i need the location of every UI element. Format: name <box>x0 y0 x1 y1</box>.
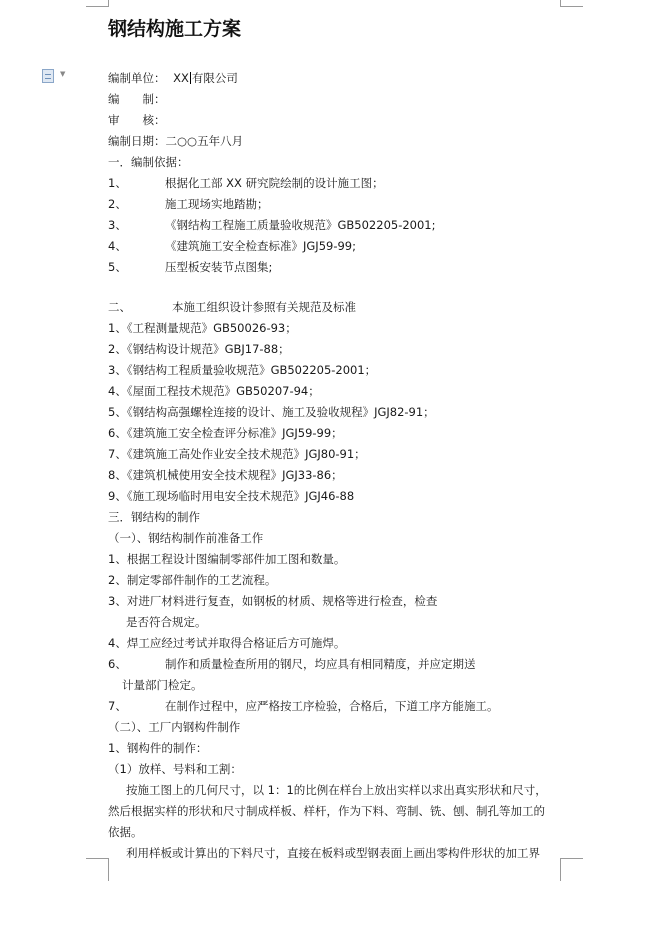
item-number: 7、 <box>108 699 127 713</box>
item-number: 5、 <box>108 260 127 274</box>
meta-reviewer-label: 审 核： <box>108 113 166 127</box>
page-corner-mark <box>560 858 583 881</box>
item-number: 4、 <box>108 239 127 253</box>
page-corner-mark <box>86 858 109 881</box>
item-text: 《钢结构工程施工质量验收规范》GB502205-2001; <box>165 218 436 232</box>
paragraph-continuation: 是否符合规定。 <box>126 615 207 629</box>
section3-heading: 三．钢结构的制作 <box>108 510 200 524</box>
meta-date-value: 二○○五年八月 <box>165 134 244 148</box>
section1-item <box>108 260 272 274</box>
section1-item <box>108 176 384 190</box>
item-text: 压型板安装节点图集; <box>165 260 273 274</box>
section2-item: 4、《屋面工程技术规范》GB50207-94； <box>108 384 320 398</box>
section1-item <box>108 197 269 211</box>
paragraph: （1）放样、号料和工割： <box>108 762 242 776</box>
meta-unit-value-b: 有限公司 <box>191 71 238 85</box>
item-number: 6、 <box>108 657 127 671</box>
section3-subheading: （一）、钢结构制作前准备工作 <box>108 531 264 545</box>
paragraph: 按施工图上的几何尺寸，以 1：1的比例在样台上放出实样以求出真实形状和尺寸， <box>126 783 547 797</box>
meta-unit <box>108 71 238 85</box>
section1-item <box>108 239 356 253</box>
section2-item: 9、《施工现场临时用电安全技术规范》JGJ46-88 <box>108 489 355 503</box>
paragraph: 1、根据工程设计图编制零部件加工图和数量。 <box>108 552 346 566</box>
section-number: 二、 <box>108 300 131 314</box>
section1-item <box>108 218 436 232</box>
item-text: 根据化工部 XX 研究院绘制的设计施工图； <box>165 176 384 190</box>
document-title: 钢结构施工方案 <box>108 18 242 40</box>
section2-item: 3、《钢结构工程质量验收规范》GB502205-2001； <box>108 363 377 377</box>
document-outline-icon[interactable] <box>42 69 54 83</box>
text-cursor <box>190 72 191 84</box>
meta-date-label: 编制日期： <box>108 134 166 148</box>
section2-heading <box>108 300 356 314</box>
section2-item: 1、《工程测量规范》GB50026-93； <box>108 321 297 335</box>
paragraph-continuation: 然后根据实样的形状和尺寸制成样板、样杆，作为下料、弯制、铣、刨、制孔等加工的 <box>108 804 545 818</box>
item-text: 施工现场实地踏勘； <box>165 197 269 211</box>
item-text: 在制作过程中，应严格按工序检验，合格后，下道工序方能施工。 <box>165 699 499 713</box>
page-corner-mark <box>86 0 109 7</box>
chevron-down-icon[interactable]: ▼ <box>60 70 66 78</box>
section2-item: 8、《建筑机械使用安全技术规程》JGJ33-86； <box>108 468 343 482</box>
meta-unit-value-a: XX <box>173 71 189 85</box>
item-number: 2、 <box>108 197 127 211</box>
section2-item: 7、《建筑施工高处作业安全技术规范》JGJ80-91； <box>108 447 366 461</box>
paragraph-continuation: 依据。 <box>108 825 143 839</box>
item-number: 1、 <box>108 176 127 190</box>
paragraph: 利用样板或计算出的下料尺寸，直接在板料或型钢表面上画出零构件形状的加工界 <box>126 846 540 860</box>
meta-unit-label: 编制单位： <box>108 71 166 85</box>
item-number: 3、 <box>108 218 127 232</box>
paragraph: 4、焊工应经过考试并取得合格证后方可施焊。 <box>108 636 346 650</box>
meta-editor-label: 编 制： <box>108 92 166 106</box>
paragraph: 1、钢构件的制作： <box>108 741 208 755</box>
section1-heading: 一．编制依据： <box>108 155 189 169</box>
section2-item: 2、《钢结构设计规范》GBJ17-88； <box>108 342 290 356</box>
section2-item: 5、《钢结构高强螺栓连接的设计、施工及验收规程》JGJ82-91； <box>108 405 435 419</box>
section2-item: 6、《建筑施工安全检查评分标准》JGJ59-99； <box>108 426 343 440</box>
paragraph-continuation: 计量部门检定。 <box>122 678 203 692</box>
section-title: 本施工组织设计参照有关规范及标准 <box>172 300 356 314</box>
item-text: 制作和质量检查所用的钢尺，均应具有相同精度，并应定期送 <box>165 657 476 671</box>
item-text: 《建筑施工安全检查标准》JGJ59-99; <box>165 239 356 253</box>
paragraph <box>108 699 499 713</box>
page-corner-mark <box>560 0 583 7</box>
meta-date <box>108 134 243 148</box>
section3-subheading: （二）、工厂内钢构件制作 <box>108 720 241 734</box>
paragraph: 2、制定零部件制作的工艺流程。 <box>108 573 277 587</box>
paragraph <box>108 657 476 671</box>
paragraph: 3、对进厂材料进行复查，如钢板的材质、规格等进行检查，检查 <box>108 594 438 608</box>
